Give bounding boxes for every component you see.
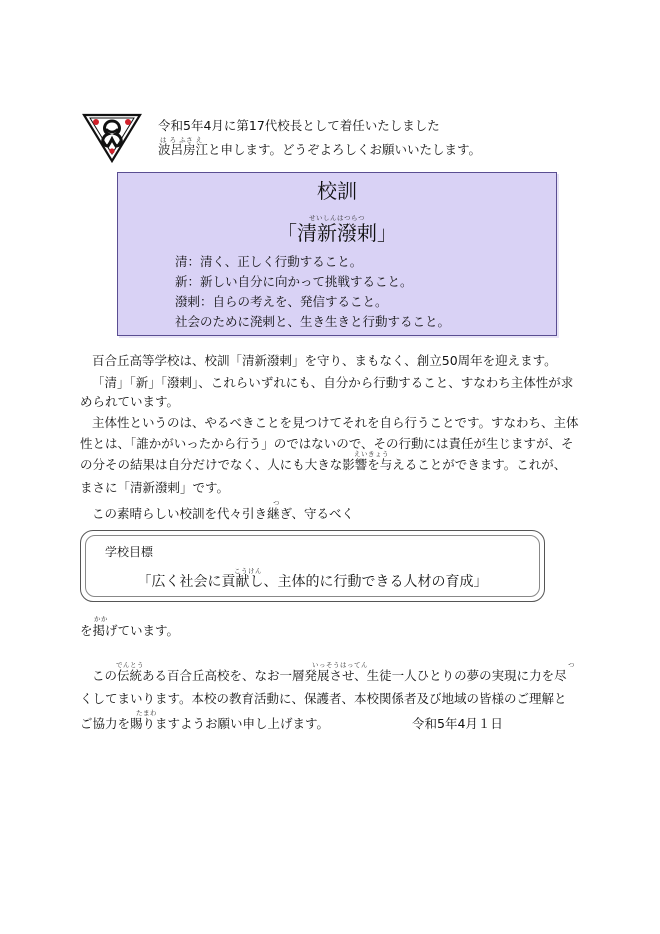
isso-ruby: いっそうはってん [312,661,368,669]
motto-ruby: せいしんはつらつ [309,214,365,222]
dento-ruby: でんとう [116,661,144,669]
motto-title: 「清新潑剌」 [277,221,397,245]
closing-date: 令和5年4月１日 [412,716,503,731]
eikyo-ruby: えいきょう [354,450,389,458]
school-goal-box [80,530,545,602]
tsu-ruby: つ [273,499,280,507]
motto-heading: 校訓 [317,179,357,203]
body-line: この素晴らしい校訓を代々引き継ぎ、守るべく [92,506,355,521]
goal-ruby: こうけん [234,567,262,575]
body-line: 「清」「新」「潑剌」、これらいずれにも、自分から行動すること、すなわち主体性が求 [92,375,574,390]
goal-text: 「広く社会に貢献し、主体的に行動できる人材の育成」 [137,574,488,590]
after-goal-line: を掲げています。 [80,623,180,638]
intro-line-1: 令和5年4月に第17代校長として着任いたしました [158,118,440,133]
school-emblem-icon [82,103,142,163]
closing-line: ご協力を賜りますようお願い申し上げます。 [80,716,330,731]
tamawa-ruby: たまわ [136,709,157,717]
motto-item: 新：新しい自分に向かって挑戦すること。 [175,274,413,289]
body-line: の分その結果は自分だけでなく、人にも大きな影響を与えることができます。これが、 [80,457,567,472]
motto-item: 清：清く、正しく行動すること。 [175,254,363,269]
intro-name-ruby: は ろ ふさ え [160,136,203,144]
body-line: まさに「清新潑剌」です。 [80,480,230,495]
motto-box [117,172,557,336]
tsu-ruby: つ [568,661,575,669]
intro-line-2: 波呂房江と申します。どうぞよろしくお願いいたします。 [158,142,482,157]
motto-item: 潑剌：自らの考えを、発信すること。 [175,294,388,309]
body-line: 性とは、「誰かがいったから行う」のではないので、その行動には責任が生じますが、そ [80,436,574,451]
closing-line: この伝統ある百合丘高校を、なお一層発展させ、生徒一人ひとりの夢の実現に力を尽 [92,668,567,683]
body-line: 百合丘高等学校は、校訓「清新潑剌」を守り、まもなく、創立50周年を迎えます。 [92,353,557,368]
body-line: 主体性というのは、やるべきことを見つけてそれを自ら行うことです。すなわち、主体 [92,415,579,430]
goal-label: 学校目標 [105,545,154,559]
kakageru-ruby: かか [94,615,108,623]
body-line: められています。 [80,394,180,409]
motto-item: 社会のために溌剌と、生き生きと行動すること。 [175,314,451,329]
closing-line: くしてまいります。本校の教育活動に、保護者、本校関係者及び地域の皆様のご理解と [80,691,567,706]
